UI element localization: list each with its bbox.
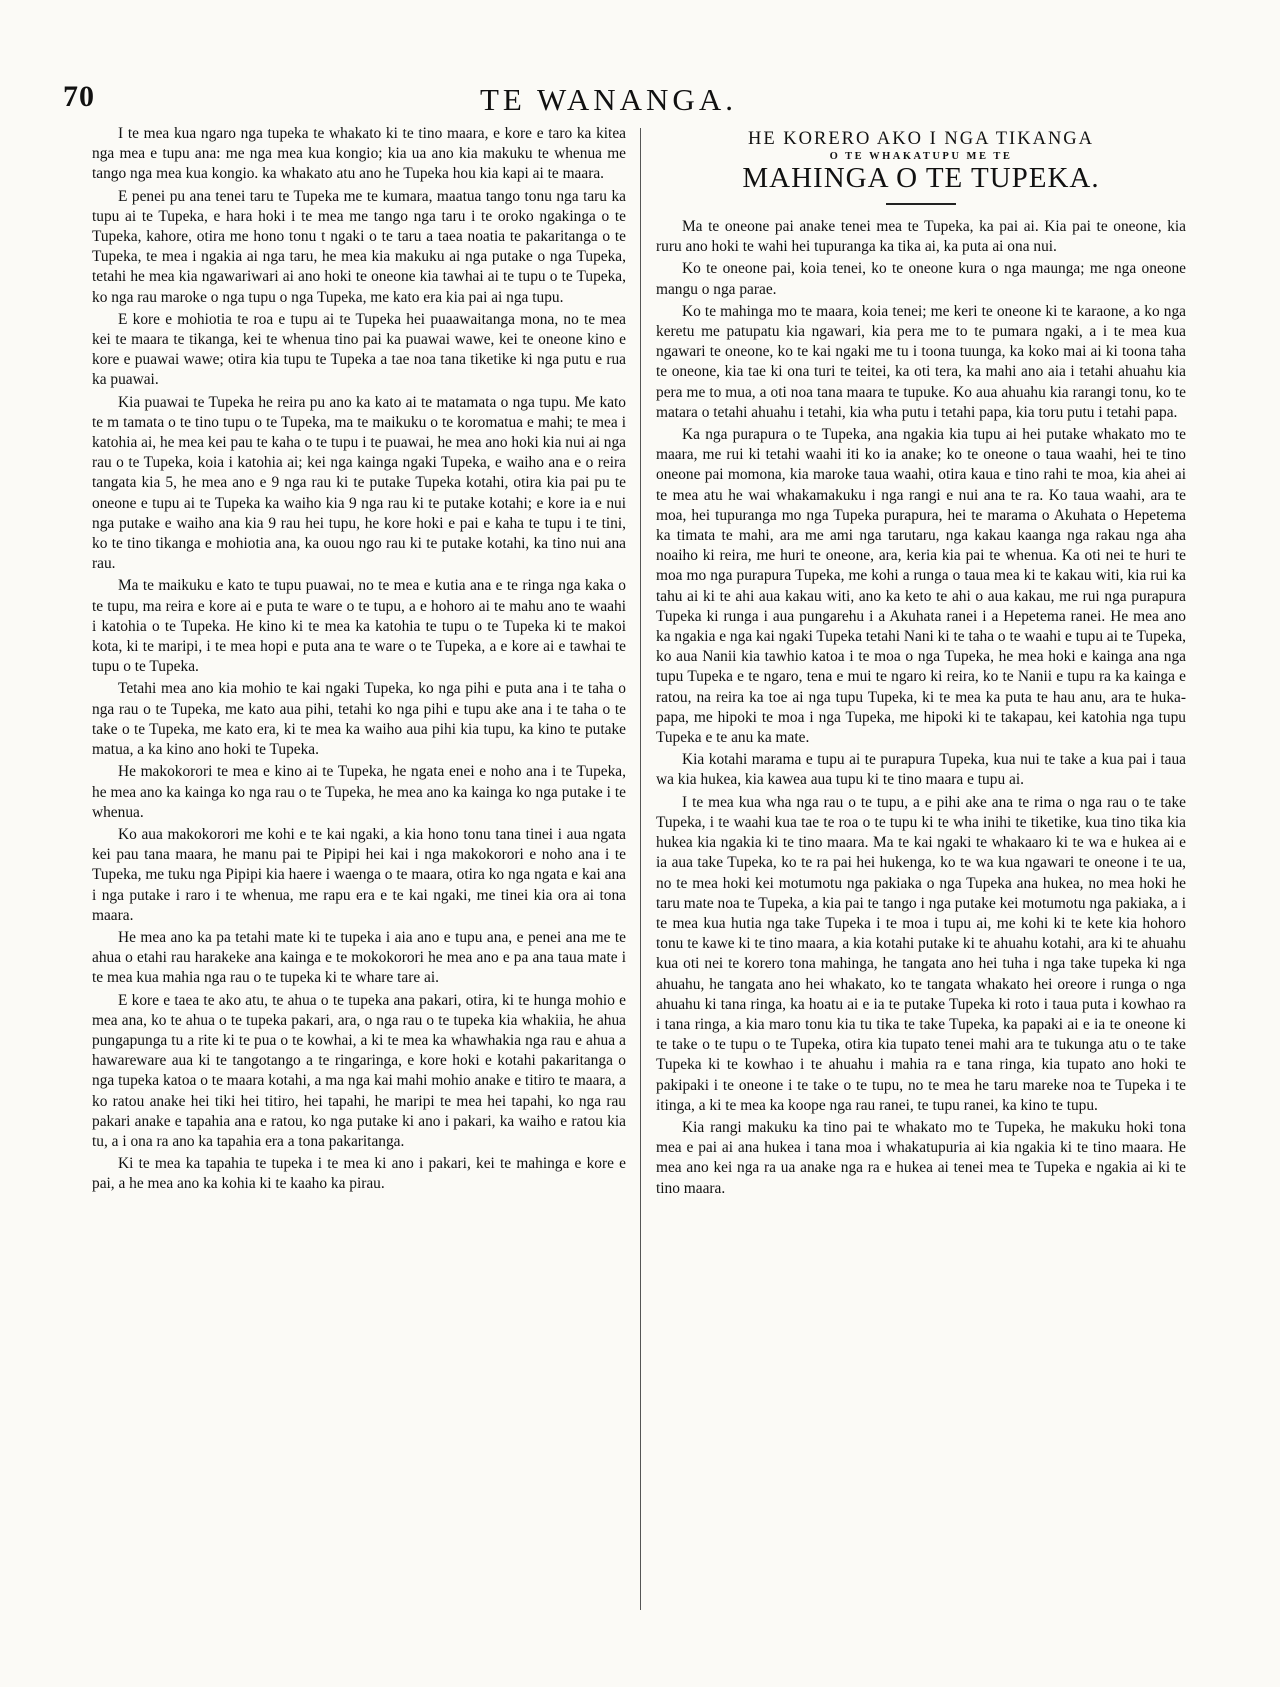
paragraph: E kore e taea te ako atu, te ahua o te tupeka ana pakari, otira, ki te hunga mohio e mea ana, ko te ahua o te tupeka pakari, ara, o nga rau o te tupeka kia whakiia, he ahua pungapunga tu a rite ki te pua o te kowhai, a ki te mea ka whawhakia nga rau e ahua a hawareware aua ki te tangotango a te ringaringa, e kore hoki e kotahi pakaritanga o nga tupeka katoa o te maara kotahi, a ma nga kai mahi mohio anake e titiro te maara, a ko ratou anake hei tiki hei titiro, hei tapahi, he maripi te mea hei tapahi, ko nga rau pakari anake e tapahia ana e ratou, ko nga putake ki ano i pakari, ka waiho e ratou kia tu, a i ona ra ano ka tapahia era a tona pakaritanga. xyxy=(92,991,626,1150)
article-heading-line-3: MAHINGA O TE TUPEKA. xyxy=(742,162,1100,194)
paragraph: Ko te mahinga mo te maara, koia tenei; me keri te oneone ki te karaone, a ko nga keretu me patupatu kia ngawari, kia pera me to te pumara ngaki, a i te mea kua ngawari te oneone, ko te kai ngaki me tu i toona tuunga, ka koko mai ai ki toona taha te oneone, kia tae ki ona turi te teitei, ka oti tera, ka mahi ano aia i tetahi ahuahu kia pera me to mua, a oti noa tana maara te tupuke. Ko aua ahuahu kia rarangi tonu, ko te matara o tetahi ahuahu i tetahi, kia wha putu i tetahi papa, kia toru putu i tetahi papa. xyxy=(656,302,1186,421)
paragraph: He mea ano ka pa tetahi mate ki te tupeka i aia ano e tupu ana, e penei ana me te ahua o etahi rau harakeke ana kainga e te mokokorori he mea ano e pa ana taua mate i te mea kua mahia nga rau o te tupeka ki te whare tare ai. xyxy=(92,928,626,987)
paragraph: He makokorori te mea e kino ai te Tupeka, he ngata enei e noho ana i te Tupeka, he mea ano ka kainga ko nga rau o te Tupeka, he mea ano ka kainga ko nga putake i te whenua. xyxy=(92,763,626,821)
paragraph: I te mea kua wha nga rau o te tupu, a e pihi ake ana te rima o nga rau o te take Tupeka, i te waahi kua tae te roa o te tupu ki te wha inihi te tiketike, kua tino tika kia hukea kia ngakia ki te tino maara. Ma te kai ngaki te whakaaro ki te wa e hukea ai e ia aua take Tupeka, ko te ra pai hei hukenga, ko te wa kua ngawari te oneone i te ua, no te mea hoki kei motumotu nga pakiaka o nga Tupeka ana hukea, no mea hoki he taru mate noa te Tupeka, a kia pai te tango i nga putake kei motumotu nga pakiaka, a i te mea kua hutia nga take Tupeka i te moa i tupu ai, me kohi ki te kete kia hohoro tonu te kawe ki te tino maara, a kia kotahi putake ki te ahuahu kotahi, ara ki te ahuahu kua oti nei te korero tona mahinga, he tangata ano hei tuha i nga take tupeka ki nga ahuahu, he tangata ano hei whakato, ko te tangata whakato hei oreore i runga o nga ahuahu ki tana ringa, ka hoatu ai e ia te putake Tupeka ki roto i taua puta i kowhao ra i tana ringa, a kia maro tonu kia tu tika te take Tupeka, ka papaki ai e ia te oneone ki te take o te tupu o te Tupeka, otira kia tupato tenei mahi ara te tukunga atu o te take Tupeka ki te kowhao i te ahuahu i mahia ra e tana ringa, kia tupato ano hoki te pakipaki i te oneone i te take o te tupu, no te mea he taru mareke noa te Tupeka i te itinga, a ki te mea ka koope nga rau ranei, te tupu ranei, ka kino te tupu. xyxy=(656,793,1186,1114)
paragraph: Ma te oneone pai anake tenei mea te Tupeka, ka pai ai. Kia pai te oneone, kia ruru ano hoki te wahi hei tupuranga ka tika ai, ka puta ai ona nui. xyxy=(656,218,1186,256)
page-number: 70 xyxy=(63,80,95,113)
paragraph: Kia puawai te Tupeka he reira pu ano ka kato ai te matamata o nga tupu. Me kato te m tamata o te tino tupu o te Tupeka, ma te maikuku o te koromatua e mahi; te mea i katohia ai, he mea kei pau te kaha o te tupu i te puawai, he mea ano hoki kia nui ai nga rau o te Tupeka, koia i katohia ai; kei nga kainga ngaki Tupeka, e waiho ana e o reira tangata kia 5, he mea ano e 9 nga rau ki te putake Tupeka kotahi, otira kia pai pu te oneone e tupu ai te Tupeka ka waiho kia 9 nga rau ki te putake kotahi; e kore ia e nui nga putake e waiho ana kia 9 rau hei tupu, he kore hoki e pai e kaha te tupu i te tini, ko te tino tikanga e mohiotia ana, ka ouou ngo rau ki te putake kotahi, ka tino nui ana rau. xyxy=(92,393,626,573)
paragraph: Kia kotahi marama e tupu ai te purapura Tupeka, kua nui te take a kua pai i taua wa kia hukea, kia kawea aua tupu ki te tino maara e tupu ai. xyxy=(656,751,1186,789)
paragraph: Ki te mea ka tapahia te tupeka i te mea ki ano i pakari, kei te mahinga e kore e pai, a he mea ano ka kohia ki te kaaho ka pirau. xyxy=(92,1155,626,1193)
paragraph: Ko te oneone pai, koia tenei, ko te oneone kura o nga maunga; me nga oneone mangu o nga parae. xyxy=(656,260,1186,298)
paragraph: Tetahi mea ano kia mohio te kai ngaki Tupeka, ko nga pihi e puta ana i te taha o nga rau o te Tupeka, me kato aua pihi, tetahi ko nga pihi e tupu ake ana i te taha o te take o te Tupeka, me kato era, ki te mea ka waiho aua pihi kia tupu, ka kino te putake matua, a ka kino ano hoki te Tupeka. xyxy=(92,680,626,759)
paragraph: E kore e mohiotia te roa e tupu ai te Tupeka hei puaawaitanga mona, no te mea kei te maara te tikanga, kei te whenua tino pai ka puawai wawe, kei te oneone kino e kore e puawai wawe; otira kia tupu te Tupeka a tae noa tana tiketike ki nga putu e rua ka puawai. xyxy=(92,310,626,389)
paragraph: Kia rangi makuku ka tino pai te whakato mo te Tupeka, he makuku hoki tona mea e pai ai ana hukea i tana moa i whakatupuria ai kia ngakia ki te tino maara. He mea ano kei nga ra ua anake nga ra e hukea ai tenei mea te Tupeka e ngakia ai ki te tino maara. xyxy=(656,1118,1186,1197)
left-column xyxy=(92,124,626,1195)
paragraph: Ko aua makokorori me kohi e te kai ngaki, a kia hono tonu tana tinei i aua ngata kei pau tana maara, he manu pai te Pipipi hei kai i nga makokorori e noho ana i te Tupeka, me tuku nga Pipipi kia haere i waenga o te maara, otira ko nga ngata e kai ana i nga putake i raro i te whenua, me rapu era e te kai ngaki, me tinei kia ora ai tona maara. xyxy=(92,825,626,924)
article-heading-line-1: HE KORERO AKO I NGA TIKANGA xyxy=(747,129,1095,149)
paragraph: E penei pu ana tenei taru te Tupeka me te kumara, maatua tango tonu nga taru ka tupu ai te Tupeka, e hara hoki i te mea me tango nga taru i te oroko ngakinga o te Tupeka, kahore, otira me hono tonu t ngaki o te taru a taea noatia te pakaritanga o te Tupeka, te mea i ngakia ai nga taru, he mea kia makuku ai nga putake o nga Tupeka, tetahi he mea kia ngawariwari ai ano hoki te oneone kia tawhai ai te tupu o te Tupeka, ko nga rau maroke o nga tupu o nga Tupeka, me kato era kia pai ai nga tupu. xyxy=(92,187,626,306)
masthead-title: TE WANANGA. xyxy=(480,82,737,117)
right-column xyxy=(656,128,1186,1199)
paragraph: I te mea kua ngaro nga tupeka te whakato ki te tino maara, e kore e taro ka kitea nga mea e tupu ana: me nga mea kua kongio; kia ua ano kia makuku te whenua me tango nga mea kua kongio. ka whakato atu ano he Tupeka hou kia kapi ai te maara. xyxy=(92,125,626,183)
paragraph: Ka nga purapura o te Tupeka, ana ngakia kia tupu ai hei putake whakato mo te maara, me rui ki tetahi waahi iti ko ia anake; ko te oneone o taua waahi, hei te tino oneone pai momona, kia maroke taua waahi, otira kaua e tino rahi te moa, kia ahei ai te mea atu he wai whakamakuku i nga rangi e nui ana te ra. Ko taua waahi, ara te moa, hei tupuranga mo nga Tupeka purapura, hei te marama o Akuhata o Hepetema ka timata te mahi, ara me ami nga tarutaru, nga kakau kaanga nga rakau nga aha noaiho ki reira, me huri te oneone, ara, keria kia pai te whenua. Ka oti nei te huri te moa mo nga purapura Tupeka, me kohi a runga o taua mea ki te kakau witi, kia rui ka tahu ai ki te ahi aua kakau witi, ano ka keto te ahi o aua kakau, me rui nga purapura Tupeka ki runga i aua pungarehu i a Akuhata ranei i a Hepetema ranei. He mea ano ka ngakia e nga kai ngaki Tupeka tetahi Nani ki te taha o te waahi e tupu ai te Tupeka, ko aua Nanii kia tawhio katoa i te moa o nga Tupeka, he mea hoki e kainga ana nga tupu Tupeka e te ngaro, tena e mui te ngaro ki reira, ko te Nanii e tupu ra ka kainga e ratou, na reira ka toe ai nga tupu Tupeka, ki te mea ka puta te hau anu, ara te huka-papa, me hipoki te moa i nga Tupeka, me hipoki ki te takapau, kei katohia nga tupu Tupeka e te anu ka mate. xyxy=(656,426,1186,747)
article-heading-line-2: O TE WHAKATUPU ME TE xyxy=(829,151,1013,162)
paragraph: Ma te maikuku e kato te tupu puawai, no te mea e kutia ana e te ringa nga kaka o te tupu, ma reira e kore ai e puta te ware o te tupu, a e hohoro ai te mahu ano te waahi i katohia o te Tupeka. He kino ki te mea ka katohia te tupu o te Tupeka ki te makoi kota, ki te maripi, i te mea hopi e puta ana te ware o te Tupeka, a e kore ai e tawhai te tupu o te Tupeka. xyxy=(92,577,626,676)
article-heading xyxy=(656,128,1186,205)
column-divider xyxy=(640,128,641,1610)
heading-rule xyxy=(886,203,956,205)
